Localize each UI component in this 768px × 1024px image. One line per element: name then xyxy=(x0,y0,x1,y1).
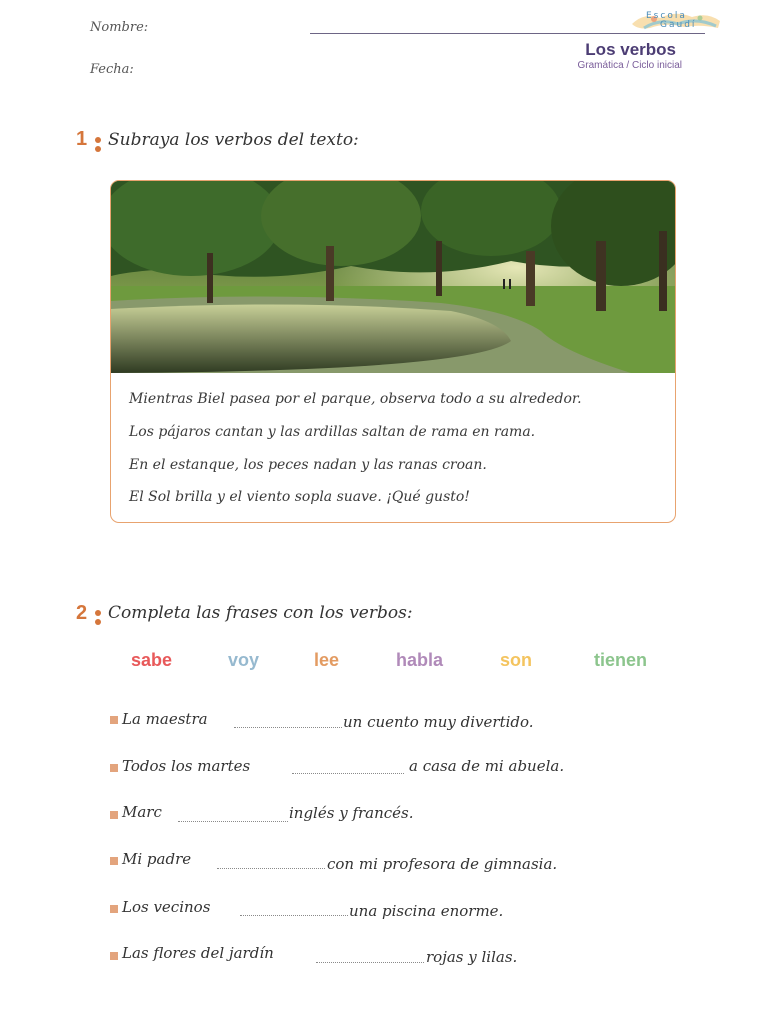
sentence-end: un cuento muy divertido. xyxy=(343,713,534,731)
word-bank-word: lee xyxy=(314,650,340,670)
word-bank-word: habla xyxy=(396,650,444,670)
word-bank-word: voy xyxy=(228,650,260,670)
text-line[interactable]: El Sol brilla y el viento sopla suave. ¡Qué gusto! xyxy=(129,489,470,505)
answer-blank[interactable] xyxy=(292,772,404,774)
sentence-end: con mi profesora de gimnasia. xyxy=(327,855,558,873)
park-photo xyxy=(111,181,675,373)
sentence-start: Los vecinos xyxy=(122,898,211,916)
logo-text xyxy=(646,12,696,30)
answer-blank[interactable] xyxy=(234,726,342,728)
bullet xyxy=(110,811,118,819)
name-label: Nombre: xyxy=(90,20,149,35)
page-subtitle: Gramática / Ciclo inicial xyxy=(577,60,682,71)
logo-text-line-2: Gaudí xyxy=(660,20,697,30)
answer-blank[interactable] xyxy=(178,820,288,822)
sentence-start: Las flores del jardín xyxy=(122,944,274,962)
reading-card xyxy=(110,180,676,523)
page-title: Los verbos xyxy=(585,40,676,59)
word-bank-word: sabe xyxy=(131,650,173,670)
text-line[interactable]: Los pájaros cantan y las ardillas saltan de rama en rama. xyxy=(129,424,536,440)
logo-text-line-1: Escola xyxy=(646,11,687,21)
text-line[interactable]: Mientras Biel pasea por el parque, observa todo a su alrededor. xyxy=(129,391,582,407)
answer-blank[interactable] xyxy=(240,914,348,916)
answer-blank[interactable] xyxy=(217,867,325,869)
bullet xyxy=(110,764,118,772)
sentence-start: La maestra xyxy=(122,710,208,728)
bullet xyxy=(110,905,118,913)
sentence-start: Marc xyxy=(122,803,162,821)
sentence-start: Mi padre xyxy=(122,850,192,868)
section-1-instruction: Subraya los verbos del texto: xyxy=(108,130,359,150)
section-2-number: 2 xyxy=(76,602,88,624)
bullet xyxy=(110,857,118,865)
date-label: Fecha: xyxy=(90,62,134,77)
section-2-colon xyxy=(95,610,101,628)
text-line[interactable]: En el estanque, los peces nadan y las ranas croan. xyxy=(129,457,487,473)
section-1-colon xyxy=(95,137,101,155)
section-1-number: 1 xyxy=(76,128,88,150)
word-bank-word: son xyxy=(500,650,533,670)
word-bank-word: tienen xyxy=(594,650,648,670)
bullet xyxy=(110,952,118,960)
sentence-end: a casa de mi abuela. xyxy=(409,757,565,775)
bullet xyxy=(110,716,118,724)
sentence-start: Todos los martes xyxy=(122,757,251,775)
answer-blank[interactable] xyxy=(316,961,424,963)
sentence-end: inglés y francés. xyxy=(289,804,414,822)
section-2-instruction: Completa las frases con los verbos: xyxy=(108,603,413,623)
sentence-end: rojas y lilas. xyxy=(426,948,518,966)
sentence-end: una piscina enorme. xyxy=(349,902,504,920)
